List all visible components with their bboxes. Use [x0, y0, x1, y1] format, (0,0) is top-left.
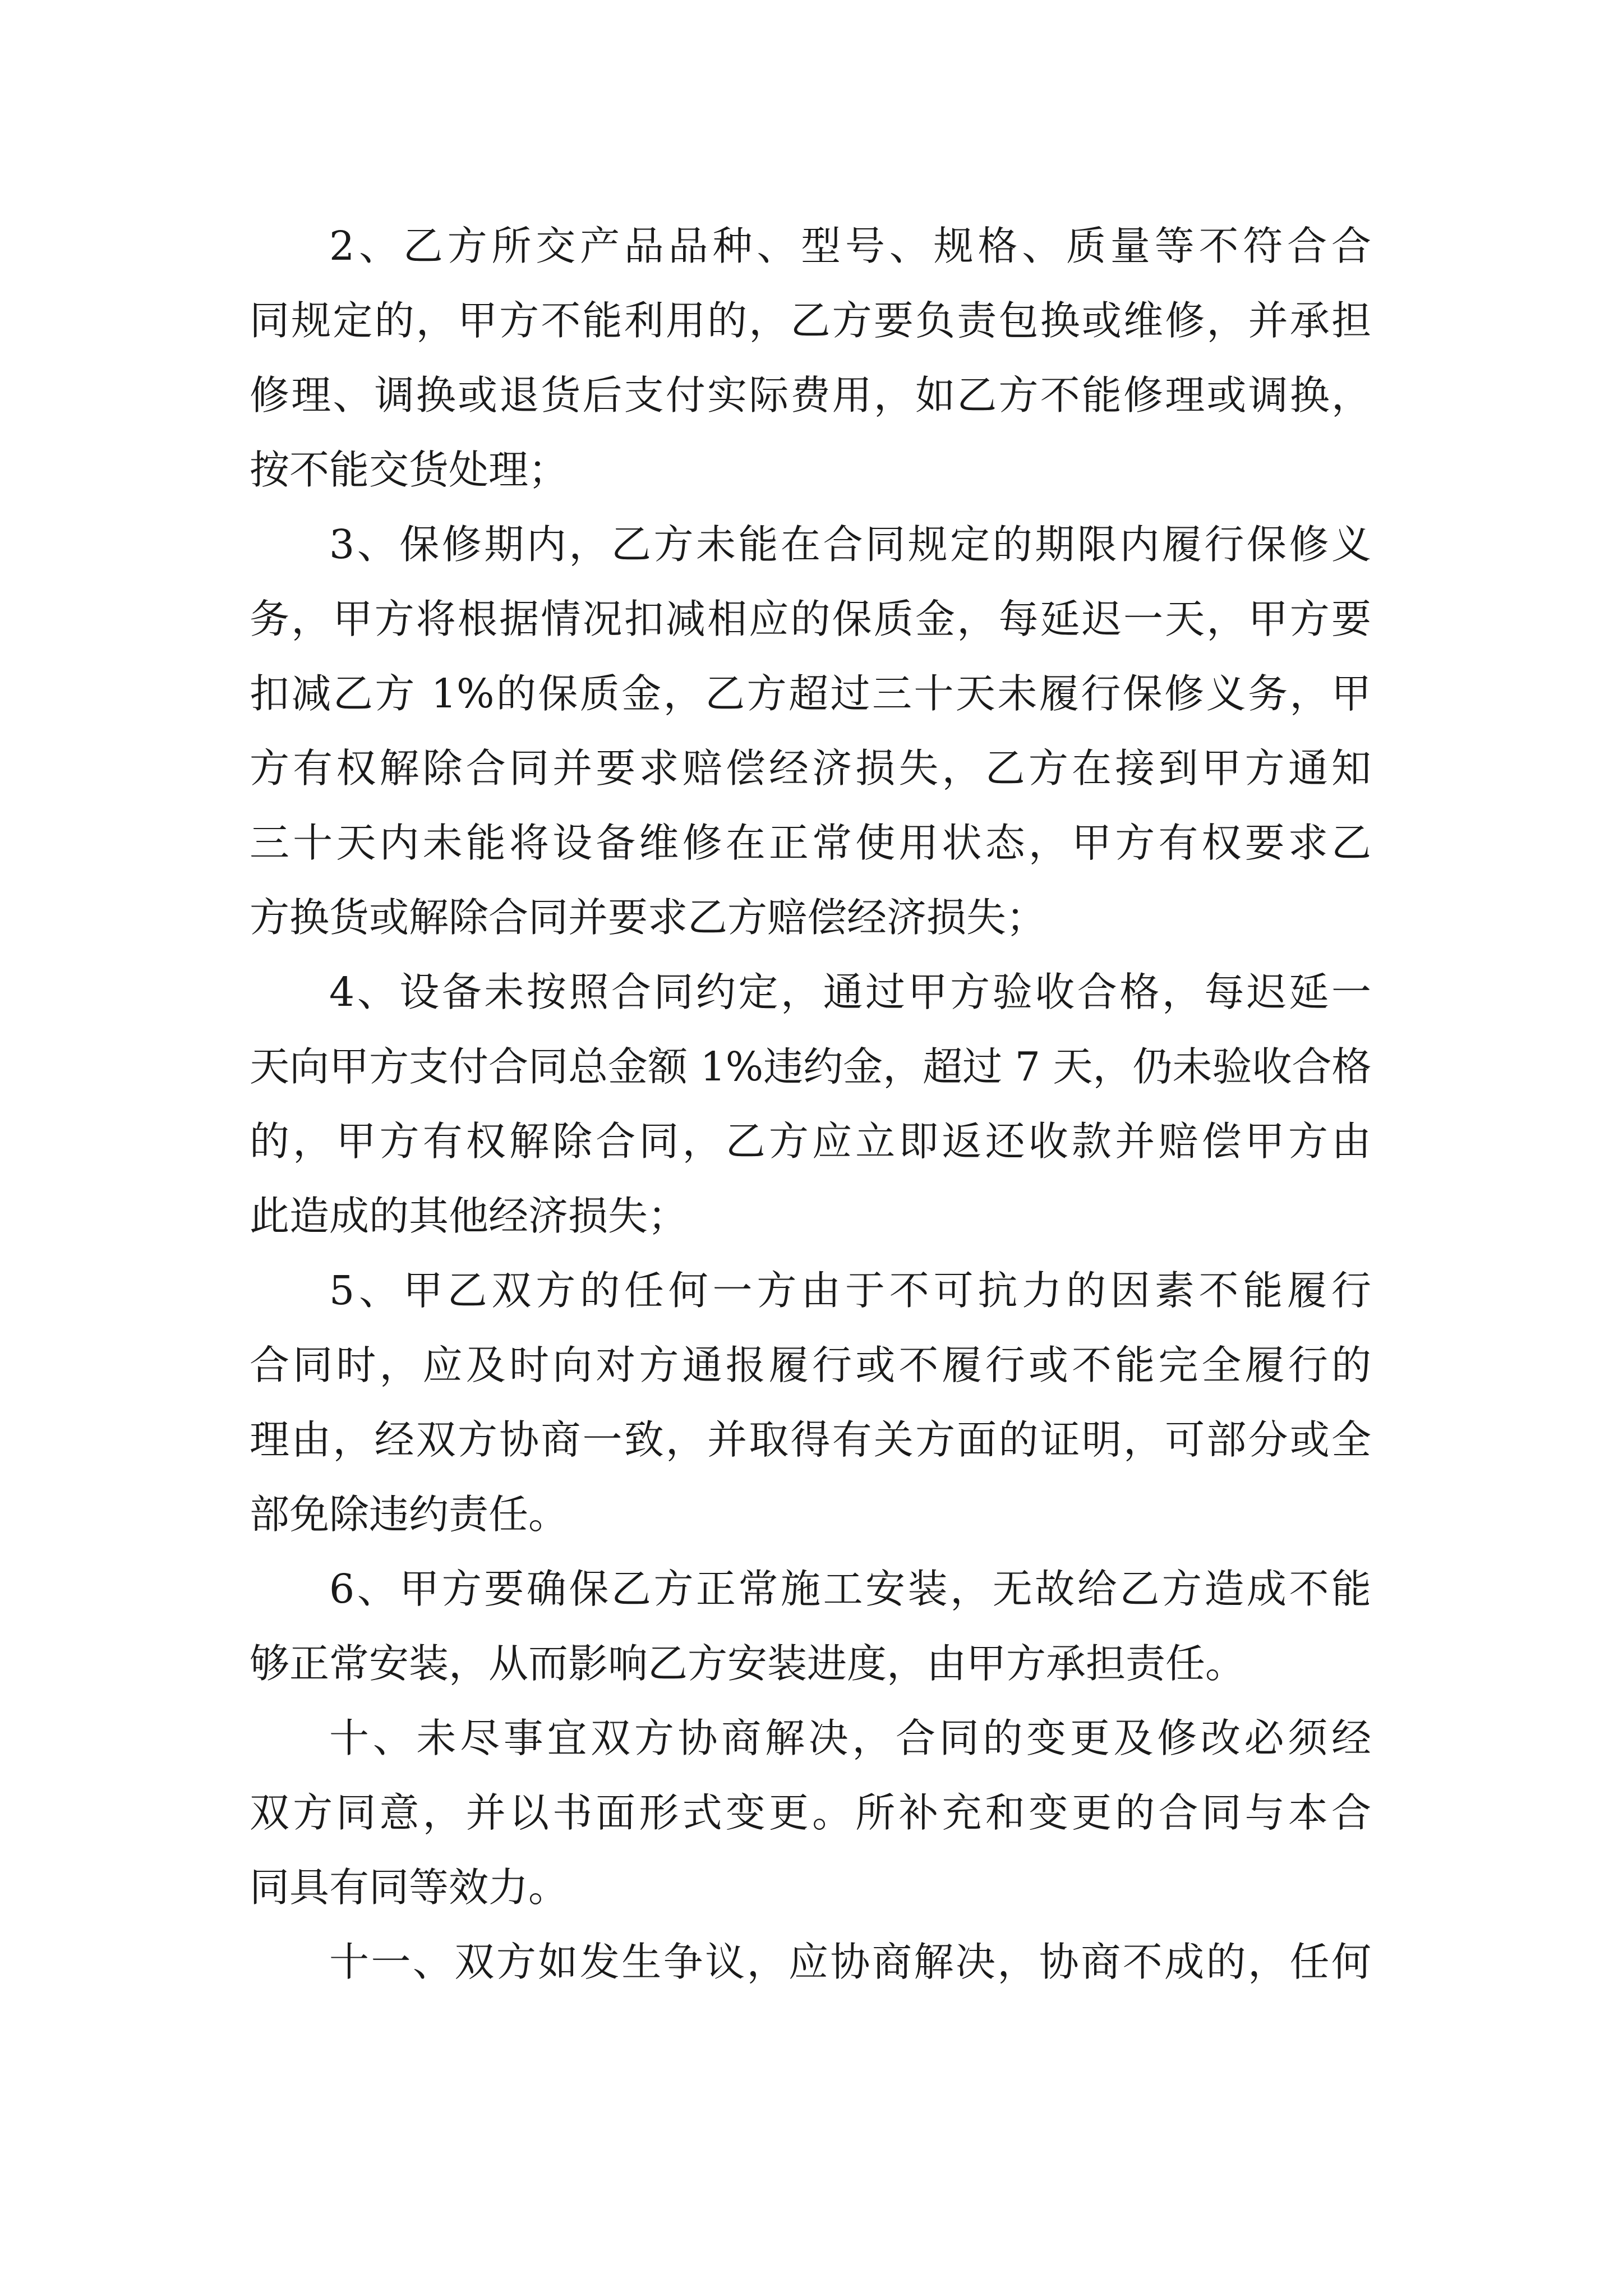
text-line: 5、甲乙双方的任何一方由于不可抗力的因素不能履行: [329, 1267, 1371, 1314]
text-line: 的，甲方有权解除合同，乙方应立即返还收款并赔偿甲方由: [250, 1118, 1371, 1165]
paragraph-clause-4: [250, 955, 1371, 1253]
text-line: 合同时，应及时向对方通报履行或不履行或不能完全履行的: [250, 1342, 1371, 1388]
text-line: 3、保修期内，乙方未能在合同规定的期限内履行保修义: [329, 521, 1371, 568]
text-line: 同规定的，甲方不能利用的，乙方要负责包换或维修，并承担: [250, 297, 1371, 344]
paragraph-clause-3: [250, 507, 1371, 955]
paragraph-article-11: [250, 1925, 1371, 1999]
text-line: 方换货或解除合同并要求乙方赔偿经济损失；: [250, 894, 1046, 941]
text-line: 修理、调换或退货后支付实际费用，如乙方不能修理或调换，: [250, 372, 1371, 418]
paragraph-clause-6: [250, 1552, 1371, 1701]
text-line: 十、未尽事宜双方协商解决，合同的变更及修改必须经: [329, 1715, 1371, 1761]
text-line: 天向甲方支付合同总金额 1%违约金，超过 7 天，仍未验收合格: [250, 1043, 1372, 1090]
text-line: 4、设备未按照合同约定，通过甲方验收合格，每迟延一: [329, 969, 1371, 1015]
text-line: 够正常安装，从而影响乙方安装进度，由甲方承担责任。: [250, 1640, 1246, 1687]
text-line: 2、乙方所交产品品种、型号、规格、质量等不符合合: [329, 223, 1371, 269]
text-line: 十一、双方如发生争议，应协商解决，协商不成的，任何: [329, 1939, 1371, 1985]
text-line: 三十天内未能将设备维修在正常使用状态，甲方有权要求乙: [250, 820, 1371, 866]
text-line: 部免除违约责任。: [250, 1491, 569, 1538]
text-line: 同具有同等效力。: [250, 1864, 569, 1911]
paragraph-clause-5: [250, 1253, 1371, 1552]
paragraph-clause-2: [250, 209, 1371, 507]
text-line: 扣减乙方 1%的保质金，乙方超过三十天未履行保修义务，甲: [250, 670, 1371, 717]
text-line: 务，甲方将根据情况扣减相应的保质金，每延迟一天，甲方要: [250, 596, 1371, 642]
text-line: 6、甲方要确保乙方正常施工安装，无故给乙方造成不能: [329, 1566, 1371, 1612]
text-line: 按不能交货处理；: [250, 447, 569, 493]
text-line: 双方同意，并以书面形式变更。所补充和变更的合同与本合: [250, 1789, 1371, 1836]
text-line: 方有权解除合同并要求赔偿经济损失，乙方在接到甲方通知: [250, 745, 1371, 792]
document-body: [250, 209, 1371, 1999]
paragraph-article-10: [250, 1701, 1371, 1925]
text-line: 此造成的其他经济损失；: [250, 1193, 688, 1239]
text-line: 理由，经双方协商一致，并取得有关方面的证明，可部分或全: [250, 1416, 1371, 1463]
